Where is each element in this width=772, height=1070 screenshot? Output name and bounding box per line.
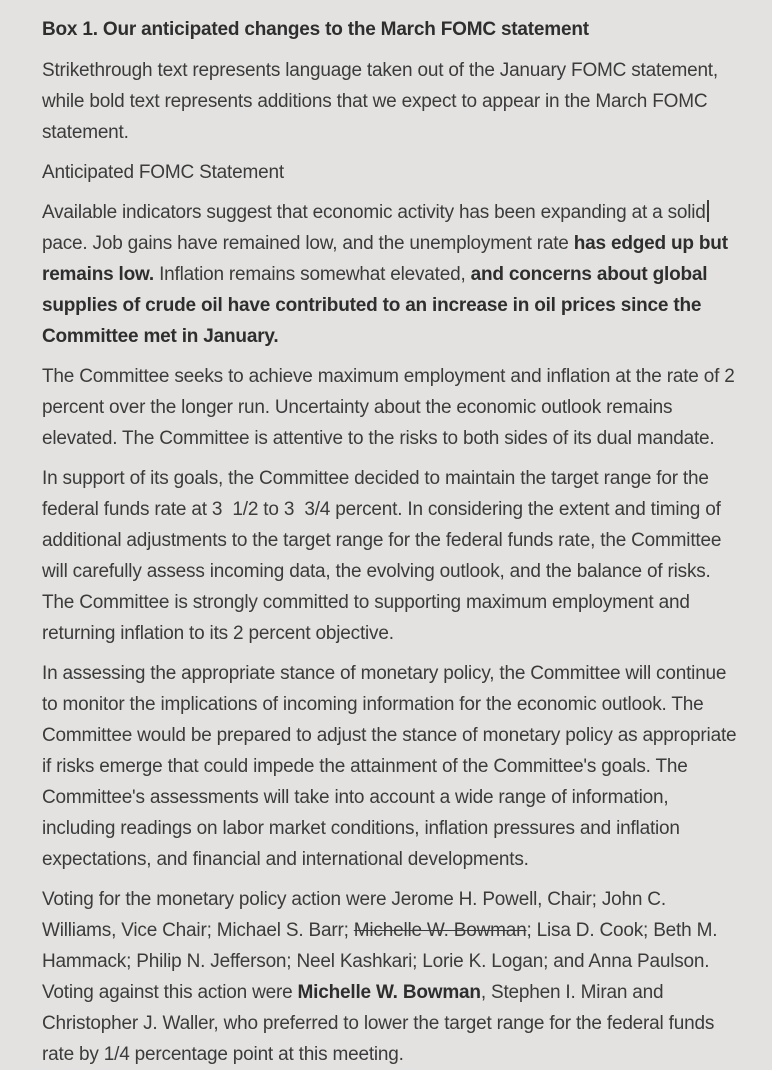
para-economic-activity-run-normal: Available indicators suggest that economic activity has been expanding at a solid — [42, 202, 706, 223]
para-monetary-policy-stance — [42, 658, 739, 875]
para-voting-run-normal: Voting for the monetary policy action were Jerome H. Powell, Chair; John C. Williams, Vice Chair; Michael S. Barr; — [42, 889, 666, 941]
text-cursor-caret — [707, 200, 709, 222]
para-voting-run-bold: Michelle W. Bowman — [297, 982, 481, 1003]
para-monetary-policy-stance-run-normal: In assessing the appropriate stance of monetary policy, the Committee will continue to monitor the implications of incoming information for the economic outlook. The Committee would be prepared to adjust the stance of monetary policy as appropriate if risks emerge that could impede the attainment of the Committee's goals. The Committee's assessments will take into account a wide range of information, including readings on labor market conditions, inflation pressures and inflation expectations, and financial and international developments. — [42, 663, 737, 870]
para-economic-activity-run-normal: pace. Job gains have remained low, and the unemployment rate — [42, 233, 574, 254]
legend-note-run-normal: Strikethrough text represents language taken out of the January FOMC statement, while bold text represents additions that we expect to appear in the March FOMC statement. — [42, 60, 718, 143]
para-target-range — [42, 463, 739, 649]
para-dual-mandate-run-normal: The Committee seeks to achieve maximum employment and inflation at the rate of 2 percent over the longer run. Uncertainty about the economic outlook remains elevated. The Committee is attentive to the risks to both sides of its dual mandate. — [42, 366, 735, 449]
para-voting-run-normal: ; Lisa D. Cook; Beth M. Hammack; Philip N. Jefferson; Neel Kashkari; Lorie K. Logan; and Anna Paulson. Voting against this action were — [42, 920, 718, 1003]
statement-label — [42, 157, 739, 188]
para-voting — [42, 884, 739, 1070]
box-title: Box 1. Our anticipated changes to the March FOMC statement — [42, 19, 589, 40]
para-target-range-run-normal: In support of its goals, the Committee decided to maintain the target range for the federal funds rate at 3 1/2 to 3 3/4 percent. In considering the extent and timing of additional adjustments to the target range for the federal funds rate, the Committee will carefully assess incoming data, the evolving outlook, and the balance of risks. The Committee is strongly committed to supporting maximum employment and returning inflation to its 2 percent objective. — [42, 468, 722, 644]
para-economic-activity — [42, 197, 739, 352]
para-voting-run-normal: , Stephen I. Miran and Christopher J. Waller, who preferred to lower the target range for the federal funds rate by 1/4 percentage point at this meeting. — [42, 982, 715, 1065]
para-economic-activity-run-bold: and concerns about global supplies of crude oil have contributed to an increase in oil prices since the Committee met in January. — [42, 264, 708, 347]
document-body — [42, 55, 739, 1070]
para-voting-run-strike: Michelle W. Bowman — [353, 920, 527, 941]
legend-note — [42, 55, 739, 148]
para-dual-mandate — [42, 361, 739, 454]
para-economic-activity-run-normal: Inflation remains somewhat elevated, — [154, 264, 471, 285]
statement-label-run-normal: Anticipated FOMC Statement — [42, 162, 284, 183]
para-economic-activity-run-bold: has edged up but remains low. — [42, 233, 728, 285]
